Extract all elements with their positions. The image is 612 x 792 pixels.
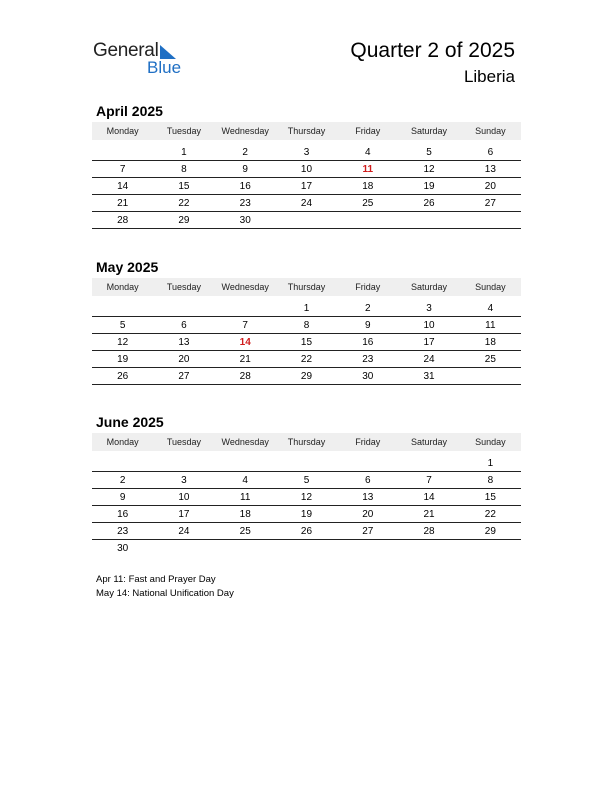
day-cell — [337, 212, 398, 229]
day-cell: 15 — [460, 489, 521, 506]
day-cell: 27 — [153, 368, 214, 385]
week-row — [92, 489, 521, 506]
month-title: June 2025 — [96, 414, 164, 430]
week-row — [92, 472, 521, 489]
day-cell: 21 — [92, 195, 153, 212]
day-cell: 25 — [337, 195, 398, 212]
day-cell: 18 — [460, 334, 521, 351]
weekday-header: Sunday — [460, 122, 521, 140]
day-cell: 8 — [460, 472, 521, 489]
day-cell — [92, 455, 153, 472]
holiday-note: May 14: National Unification Day — [96, 588, 234, 599]
day-cell: 15 — [276, 334, 337, 351]
logo-triangle-icon — [160, 45, 176, 59]
day-cell: 15 — [153, 178, 214, 195]
day-cell: 13 — [337, 489, 398, 506]
weekday-header: Thursday — [276, 433, 337, 451]
day-cell — [398, 540, 459, 557]
day-cell: 19 — [276, 506, 337, 523]
day-cell: 4 — [337, 144, 398, 161]
day-cell: 28 — [398, 523, 459, 540]
day-cell: 10 — [153, 489, 214, 506]
week-row — [92, 351, 521, 368]
day-cell: 2 — [215, 144, 276, 161]
day-cell: 9 — [337, 317, 398, 334]
week-row — [92, 540, 521, 557]
day-cell: 17 — [153, 506, 214, 523]
day-cell — [92, 300, 153, 317]
day-cell — [153, 455, 214, 472]
day-cell: 11 — [215, 489, 276, 506]
month-may — [92, 259, 521, 385]
week-row — [92, 368, 521, 385]
day-cell: 8 — [276, 317, 337, 334]
day-cell: 29 — [153, 212, 214, 229]
day-cell: 9 — [215, 161, 276, 178]
day-cell — [337, 455, 398, 472]
page-title: Quarter 2 of 2025 — [350, 39, 515, 62]
day-cell: 14 — [398, 489, 459, 506]
weekday-header: Friday — [337, 122, 398, 140]
weekday-header: Friday — [337, 433, 398, 451]
day-cell — [398, 212, 459, 229]
day-cell — [460, 212, 521, 229]
day-cell: 6 — [460, 144, 521, 161]
day-cell: 30 — [337, 368, 398, 385]
day-cell: 22 — [276, 351, 337, 368]
calendar-grid — [92, 433, 521, 556]
day-cell: 22 — [153, 195, 214, 212]
day-cell: 21 — [398, 506, 459, 523]
day-cell: 16 — [337, 334, 398, 351]
day-cell: 19 — [92, 351, 153, 368]
day-cell — [215, 300, 276, 317]
day-cell: 8 — [153, 161, 214, 178]
day-cell — [153, 300, 214, 317]
day-cell: 17 — [398, 334, 459, 351]
day-cell: 3 — [398, 300, 459, 317]
day-cell: 18 — [337, 178, 398, 195]
day-cell: 2 — [337, 300, 398, 317]
country-name: Liberia — [463, 67, 515, 86]
weekday-header: Monday — [92, 122, 153, 140]
day-cell: 25 — [460, 351, 521, 368]
week-row — [92, 506, 521, 523]
logo-word-blue: Blue — [147, 58, 182, 77]
day-cell: 7 — [92, 161, 153, 178]
day-cell — [92, 144, 153, 161]
day-cell — [276, 212, 337, 229]
day-cell: 20 — [153, 351, 214, 368]
day-cell: 16 — [215, 178, 276, 195]
day-cell: 14 — [92, 178, 153, 195]
day-cell: 29 — [460, 523, 521, 540]
weekday-header: Tuesday — [153, 122, 214, 140]
day-cell: 19 — [398, 178, 459, 195]
day-cell — [276, 455, 337, 472]
day-cell: 3 — [276, 144, 337, 161]
holiday-note: Apr 11: Fast and Prayer Day — [96, 574, 216, 585]
weekday-header: Friday — [337, 278, 398, 296]
weekday-header: Tuesday — [153, 278, 214, 296]
day-cell: 1 — [460, 455, 521, 472]
day-cell: 28 — [92, 212, 153, 229]
day-cell: 17 — [276, 178, 337, 195]
day-cell: 30 — [117, 542, 129, 554]
week-row — [92, 178, 521, 195]
day-cell: 4 — [460, 300, 521, 317]
day-cell: 28 — [215, 368, 276, 385]
day-cell: 20 — [337, 506, 398, 523]
day-cell: 11 — [460, 317, 521, 334]
day-cell — [153, 540, 214, 557]
day-cell: 30 — [215, 212, 276, 229]
day-cell: 11 — [337, 161, 398, 178]
day-cell: 12 — [276, 489, 337, 506]
weekday-header: Thursday — [276, 122, 337, 140]
month-title: May 2025 — [96, 259, 159, 275]
day-cell: 12 — [92, 334, 153, 351]
day-cell: 24 — [276, 195, 337, 212]
day-cell: 10 — [276, 161, 337, 178]
day-cell: 7 — [398, 472, 459, 489]
month-title: April 2025 — [96, 103, 163, 119]
day-cell: 12 — [398, 161, 459, 178]
day-cell: 24 — [398, 351, 459, 368]
day-cell — [215, 540, 276, 557]
day-cell: 13 — [460, 161, 521, 178]
weekday-header: Saturday — [398, 122, 459, 140]
week-row — [92, 144, 521, 161]
day-cell: 5 — [92, 317, 153, 334]
day-cell: 14 — [215, 334, 276, 351]
week-row — [92, 195, 521, 212]
day-cell: 23 — [215, 195, 276, 212]
weekday-header: Thursday — [276, 278, 337, 296]
calendar-grid — [92, 122, 521, 229]
week-row — [92, 334, 521, 351]
day-cell: 20 — [460, 178, 521, 195]
logo-word-general: General — [93, 40, 159, 61]
day-cell: 3 — [153, 472, 214, 489]
weekday-header: Sunday — [460, 433, 521, 451]
day-cell: 5 — [398, 144, 459, 161]
weekday-header: Saturday — [398, 278, 459, 296]
day-cell: 18 — [215, 506, 276, 523]
day-cell: 13 — [153, 334, 214, 351]
day-cell: 1 — [276, 300, 337, 317]
day-cell — [215, 455, 276, 472]
month-april — [92, 103, 521, 229]
day-cell — [398, 455, 459, 472]
generalblue-logo — [93, 40, 193, 80]
day-cell: 21 — [215, 351, 276, 368]
weekday-header: Monday — [92, 433, 153, 451]
day-cell: 23 — [92, 523, 153, 540]
day-cell: 23 — [337, 351, 398, 368]
calendar-grid — [92, 278, 521, 385]
month-june — [92, 414, 521, 556]
weekday-header: Sunday — [460, 278, 521, 296]
holiday-notes — [96, 573, 234, 601]
day-cell: 6 — [153, 317, 214, 334]
day-cell: 5 — [276, 472, 337, 489]
day-cell — [460, 540, 521, 557]
day-cell: 25 — [215, 523, 276, 540]
weekday-header: Saturday — [398, 433, 459, 451]
day-cell: 26 — [276, 523, 337, 540]
weekday-header: Tuesday — [153, 433, 214, 451]
day-cell: 29 — [276, 368, 337, 385]
day-cell: 31 — [398, 368, 459, 385]
day-cell: 26 — [398, 195, 459, 212]
day-cell: 6 — [337, 472, 398, 489]
week-row — [92, 455, 521, 472]
day-cell: 27 — [337, 523, 398, 540]
weekday-header: Monday — [92, 278, 153, 296]
day-cell — [337, 540, 398, 557]
day-cell: 24 — [153, 523, 214, 540]
day-cell — [460, 368, 521, 385]
week-row — [92, 212, 521, 229]
day-cell: 27 — [460, 195, 521, 212]
day-cell — [276, 540, 337, 557]
day-cell: 7 — [215, 317, 276, 334]
day-cell: 1 — [153, 144, 214, 161]
day-cell: 4 — [215, 472, 276, 489]
day-cell: 2 — [92, 472, 153, 489]
week-row — [92, 317, 521, 334]
day-cell: 16 — [92, 506, 153, 523]
weekday-header: Wednesday — [215, 122, 276, 140]
week-row — [92, 523, 521, 540]
weekday-header: Wednesday — [215, 278, 276, 296]
week-row — [92, 161, 521, 178]
day-cell: 22 — [460, 506, 521, 523]
week-row — [92, 300, 521, 317]
day-cell: 9 — [92, 489, 153, 506]
weekday-header: Wednesday — [215, 433, 276, 451]
day-cell: 26 — [92, 368, 153, 385]
day-cell: 10 — [398, 317, 459, 334]
